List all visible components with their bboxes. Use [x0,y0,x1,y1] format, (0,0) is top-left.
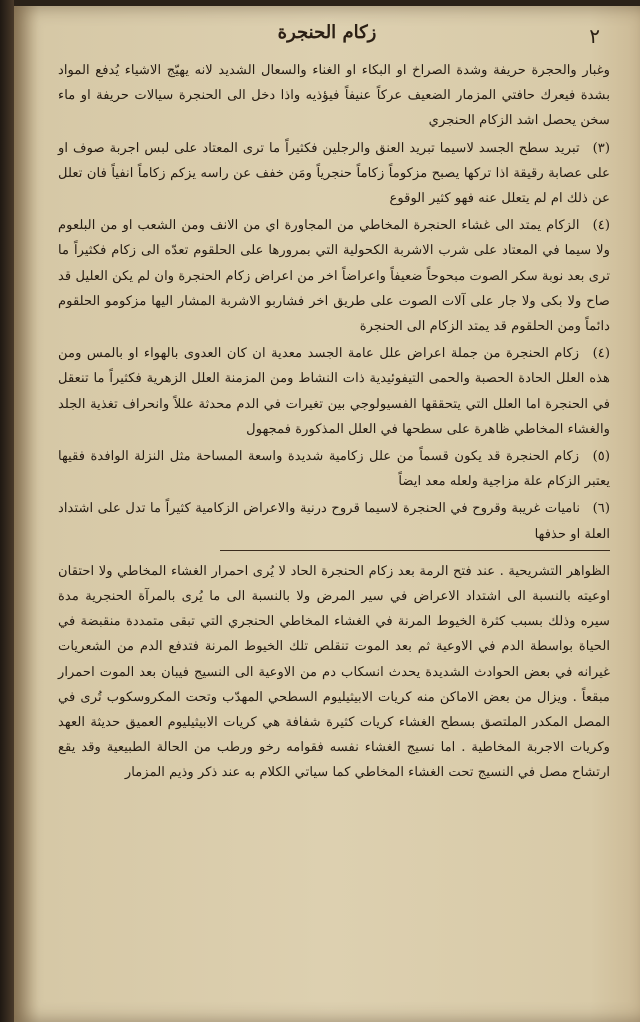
book-page [14,6,640,1022]
paragraph-number: (٦) [592,501,610,517]
paragraph-text: الزكام يمتد الى غشاء الحنجرة المخاطي من المجاورة اي من الانف ومن الشعب او من البلعوم ولا سيما في المعتاد على شرب الاشربة الكحولية التي بمرورها على الحلقوم تعدّه الى زكام فكثيراً ما ترى بعد نوبة سكر الصوت مبحوحاً ضعيفاً واعراضاً اخر من اعراض زكام الحنجرة وان لم يكن العليل قد صاح ولا بكى ولا جار على آلات الصوت على طريق اخر فشاربو الاشربة المشار اليها مزكومو الحلقوم دائماً ومن الحلقوم قد يمتد الزكام الى الحنجرة [58,218,610,335]
paragraph-number: (٣) [592,140,610,156]
paragraph-text: تبريد سطح الجسد لاسيما تبريد العنق والرجلين فكثيراً ما ترى المعتاد على لبس اجربة صوف او على عصابة رقيقة اذا تركها يصبح مزكوماً زكاماً حنجرياً ومَن خفف عن راسه يزكم زكاماً انفياً فان تعلل عن ذلك ام لم يتعلل عنه فهو كثير الوقوع [58,140,610,207]
paragraph-text: وغبار والحجرة حريفة وشدة الصراخ او البكاء او الغناء والسعال الشديد لانه يهيّج الاشياء يُدفع المواد بشدة فيعرك حافتي المزمار الضعيف عركاً عنيفاً فيؤذيه واذا دخل الى الحنجرة سيالات حريفة او ماء سخن يحصل اشد الزكام الحنجري [58,63,610,129]
paragraph-cause-4 [58,213,610,339]
book-gutter [0,0,14,1022]
running-title: زكام الحنجرة [277,22,377,43]
paragraph-number: (٤) [592,218,610,234]
paragraph-cause-5 [58,444,610,494]
paragraph-cause-4b [58,341,610,442]
paragraph-number: (٥) [592,449,610,465]
page-number: ٢ [589,24,600,48]
paragraph-text: زكام الحنجرة من جملة اعراض علل عامة الجسد معدية ان كان العدوى بالهواء او بالمس ومن هذه العلل الحادة الحصبة والحمى التيفوئيدية ذات النشاط ومن المزمنة العلل الزهرية فكثيراً ما تنعقل في الحنجرة اما العلل التي يتحققها الفسيولوجي بين تغيرات في الدم محدثة عللاً وانحراف تغذية الجلد والغشاء المخاطي ظاهرة على سطحها في العلل المذكورة فمجهول [58,346,610,437]
section-divider [220,550,610,551]
paragraph-continued [58,58,610,134]
anatomy-section [58,559,610,786]
paragraph-number: (٤) [592,346,610,362]
page-body [58,58,610,786]
paragraph-text: ناميات غريبة وقروح في الحنجرة لاسيما قروح درنية والاعراض الزكامية كثيراً ما تدل على اشتداد العلة او حذفها [58,501,610,542]
paragraph-cause-3 [58,136,610,212]
section-text: الظواهر التشريحية . عند فتح الرمة بعد زكام الحنجرة الحاد لا يُرى احمرار الغشاء المخاطي ولا احتقان اوعيته بالنسبة الى اشتداد الاعراض في سير المرض ولا بالنسبة الى ما يُرى بالمرآة الحنجرية مدة سيره وذلك بسبب كثرة الخيوط المرنة في الغشاء المخاطي الحنجري التي تبقى متمددة منقبضة في الحياة بواسطة الدم في الاوعية ثم بعد الموت تنقلص تلك الخيوط المرنة فتدفع الدم من الشعريات غيرانه في بعض الحوادث الشديدة يحدث انسكاب دم من الاوعية الى النسيج فيبان بعد الموت احمرار مبقعاً . ويزال من بعض الاماكن منه كريات الابيثيليوم السطحي المهدّب وتحت المكروسكوب تُرى في المصل المكدر الملتصق بسطح الغشاء كريات كثيرة شفافة هي كريات الابيثيليوم العميق حديثة العهد وكريات الاجربة المخاطية . اما نسيج الغشاء نفسه فقوامه رخو ورطب من الحالة الطبيعية وقد يقع ارتشاح مصل في النسيج تحت الغشاء المخاطي كما سياتي الكلام به عند ذكر وذيم المزمار [58,563,610,781]
paragraph-text: زكام الحنجرة قد يكون قسماً من علل زكامية شديدة واسعة المساحة مثل النزلة الوافدة فقيها يعتبر الزكام علة مزاجية ولعله معد ايضاً [58,449,610,490]
paragraph-cause-6 [58,496,610,546]
page-header [54,22,600,52]
